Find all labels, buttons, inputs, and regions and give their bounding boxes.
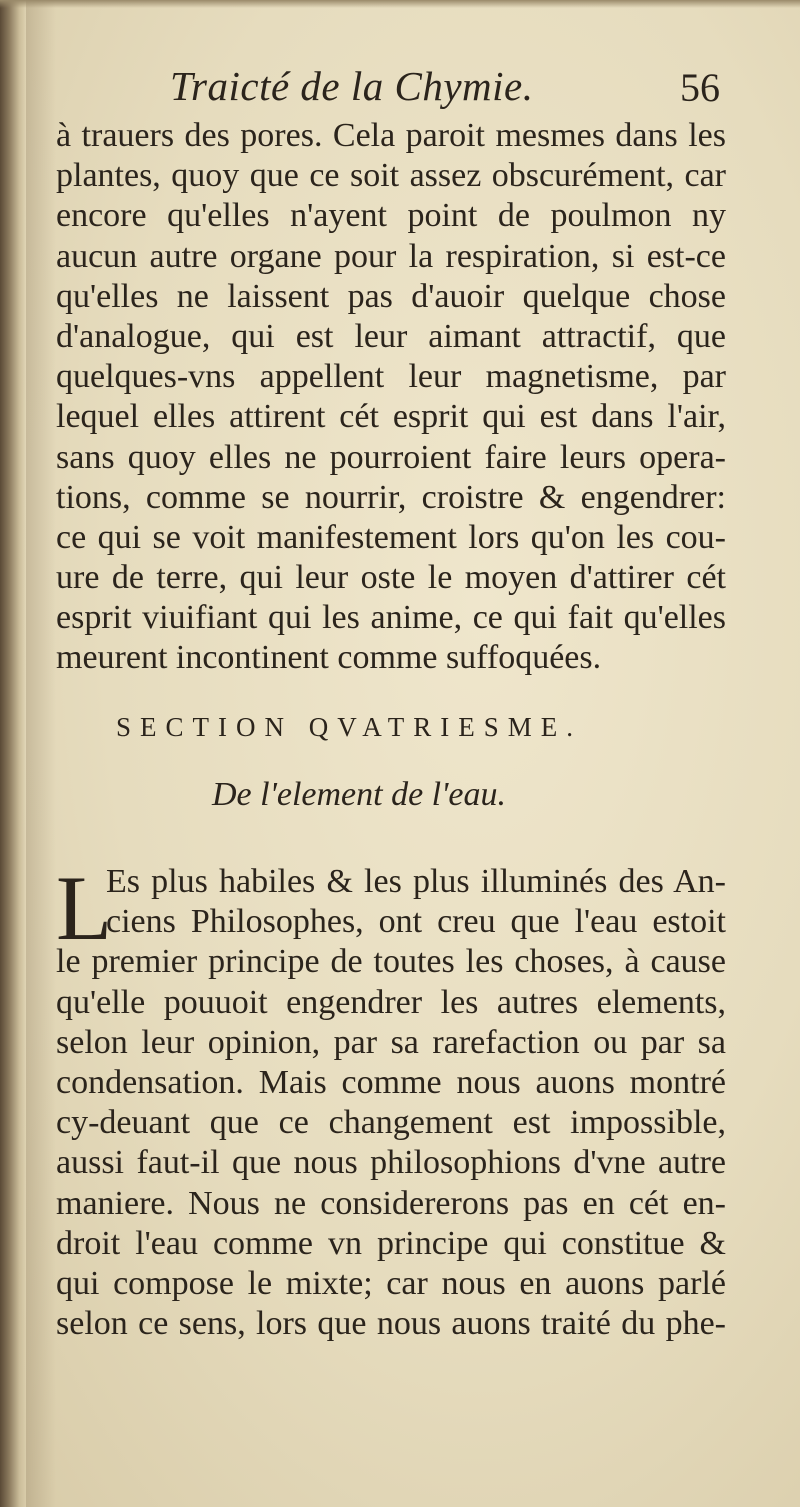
text-line: quelques-vns appellent leur magnetisme, par — [56, 358, 726, 396]
drop-cap: L — [56, 857, 113, 959]
text-line: droit l'eau comme vn principe qui constitue & — [56, 1224, 726, 1262]
text-line: aucun autre organe pour la respiration, si est-ce — [56, 237, 726, 275]
text-line: aussi faut-il que nous philosophions d'vne autre — [56, 1144, 726, 1182]
text-line: selon leur opinion, par sa rarefaction ou par sa — [56, 1023, 726, 1061]
section-subheading: De l'element de l'eau. — [212, 776, 506, 813]
text-line: qu'elle pouuoit engendrer les autres elements, — [56, 983, 726, 1021]
text-line: Es plus habiles & les plus illuminés des An- — [106, 863, 726, 900]
text-line: ce qui se voit manifestement lors qu'on les cou- — [56, 518, 726, 556]
text-line: d'analogue, qui est leur aimant attractif, que — [56, 317, 726, 355]
text-line: selon ce sens, lors que nous auons traité du phe- — [56, 1305, 726, 1343]
text-line: lequel elles attirent cét esprit qui est dans l'air, — [56, 398, 726, 436]
text-line: maniere. Nous ne considererons pas en cét en- — [56, 1184, 726, 1222]
text-line: tions, comme se nourrir, croistre & engendrer: — [56, 478, 726, 516]
page-top-edge — [0, 0, 800, 8]
running-title: Traicté de la Chymie. — [170, 63, 534, 109]
gutter-shadow — [26, 0, 56, 1507]
text-line: condensation. Mais comme nous auons montré — [56, 1063, 726, 1101]
paragraph-eau — [56, 857, 726, 1344]
text-line: plantes, quoy que ce soit assez obscurément, car — [56, 157, 726, 195]
text-line: ciens Philosophes, ont creu que l'eau estoit — [106, 903, 726, 941]
paragraph-continued — [56, 116, 726, 679]
text-line: à trauers des pores. Cela paroit mesmes dans les — [56, 117, 726, 154]
page-number: 56 — [680, 65, 720, 110]
book-gutter — [0, 0, 26, 1507]
text-line: qui compose le mixte; car nous en auons parlé — [56, 1264, 726, 1302]
text-line: sans quoy elles ne pourroient faire leurs opera- — [56, 438, 726, 476]
text-line: ure de terre, qui leur oste le moyen d'attirer cét — [56, 559, 726, 597]
section-heading: SECTION QVATRIESME. — [116, 712, 583, 742]
text-line: le premier principe de toutes les choses, à cause — [56, 943, 726, 981]
text-line: encore qu'elles n'ayent point de poulmon ny — [56, 197, 726, 235]
text-line: qu'elles ne laissent pas d'auoir quelque chose — [56, 277, 726, 315]
text-line: cy-deuant que ce changement est impossible, — [56, 1104, 726, 1142]
text-line: esprit viuifiant qui les anime, ce qui fait qu'elles — [56, 599, 726, 637]
text-line: meurent incontinent comme suffoquées. — [56, 639, 602, 677]
running-header — [60, 62, 720, 112]
